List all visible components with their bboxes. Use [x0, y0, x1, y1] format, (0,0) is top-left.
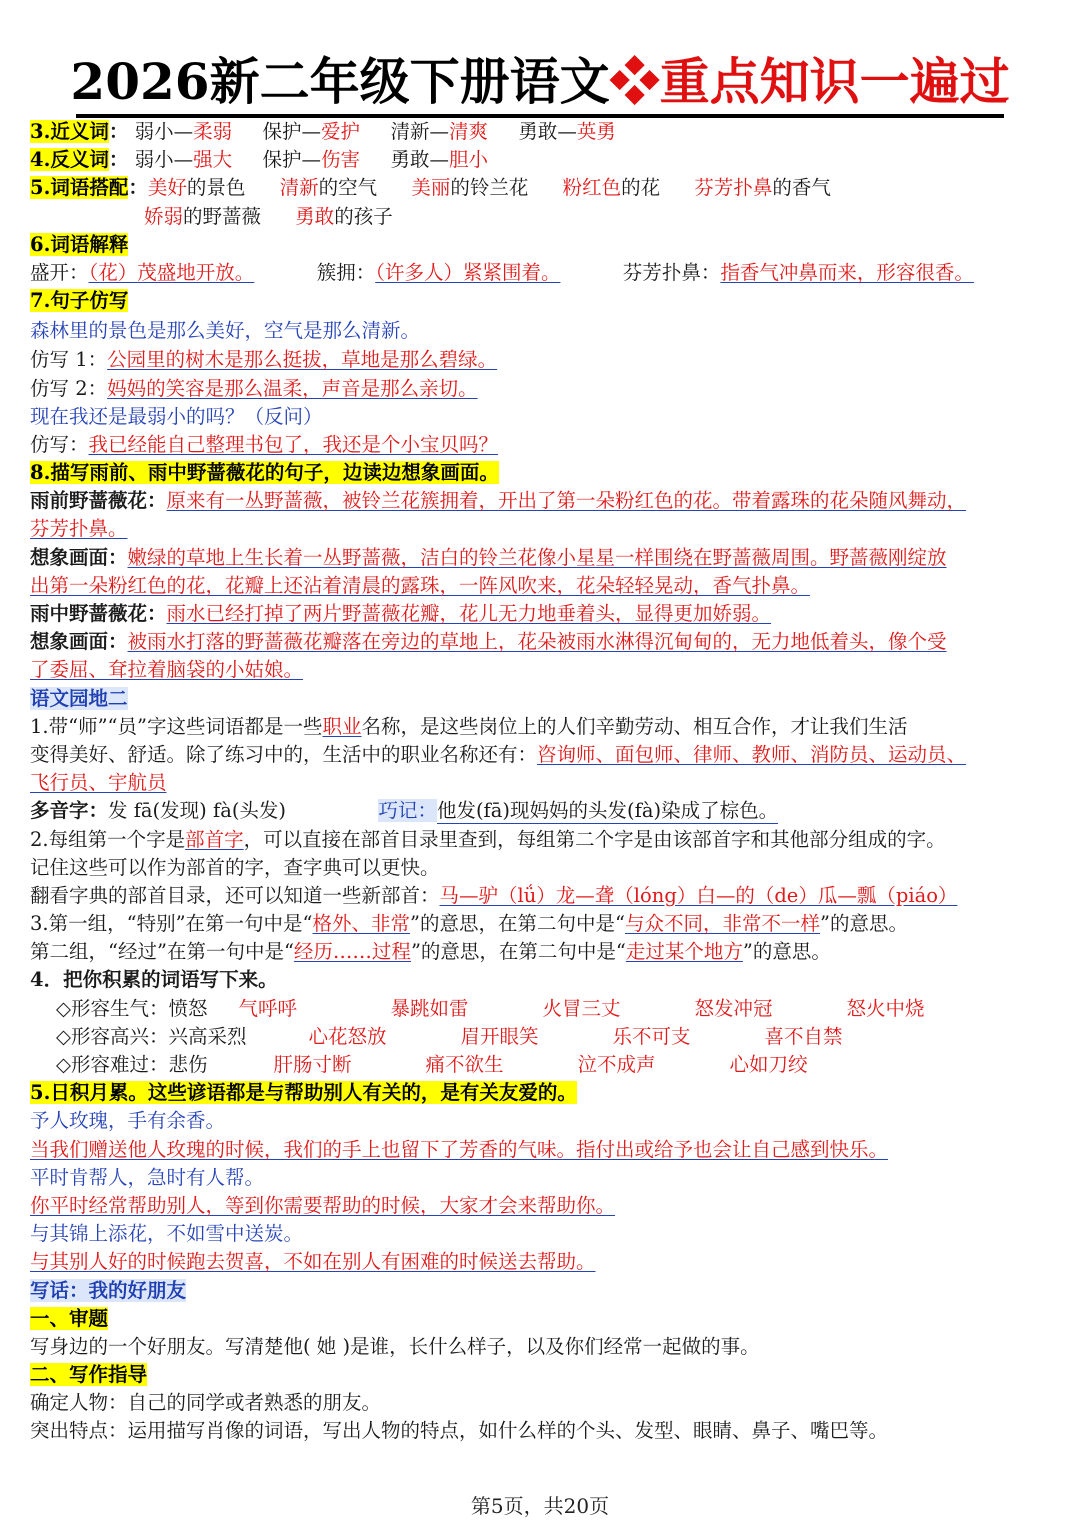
title-red: 重点知识一遍过 [659, 52, 1010, 111]
vocab-row-angry: ◇形容生气：愤怒 气呼呼 暴跳如雷 火冒三丈 怒发冲冠 怒火中烧 [30, 995, 1055, 1023]
writing-heading: 写话：我的好朋友 [30, 1278, 187, 1302]
synonym-label: 3.近义词 [30, 120, 109, 143]
garden-p4-heading: 4．把你积累的词语写下来。 [30, 968, 278, 992]
rose-line-1b: 芬芳扑鼻。 [30, 517, 128, 541]
rose-heading: 8.描写雨前、雨中野蔷薇花的句子，边读边想象画面。 [30, 461, 499, 485]
antonym-line: 4.反义词： 弱小—强大 保护—伤害 勇敢—胆小 [30, 148, 488, 172]
garden-p1c: 飞行员、宇航员 [30, 771, 167, 795]
diamond-icon: ❖ [609, 52, 660, 111]
synonym-line: 3.近义词： 弱小—柔弱 保护—爱护 清新—清爽 勇敢—英勇 [30, 120, 616, 143]
rose-line-4b: 了委屈、耷拉着脑袋的小姑娘。 [30, 658, 304, 682]
writing-step-2-text-b: 突出特点：运用描写肖像的词语，写出人物的特点，如什么样的个头、发型、眼睛、鼻子、嘴巴等。 [30, 1419, 889, 1443]
polyphone-line: 多音字：发 fā(发现) fà(头发) 巧记：他发(fā)现妈妈的头发(fà)染成了棕色。 [30, 799, 779, 823]
rose-line-3: 雨中野蔷薇花：雨水已经打掉了两片野蔷薇花瓣，花儿无力地垂着头，显得更加娇弱。 [30, 602, 772, 625]
match-line-2: 娇弱的野蔷薇 勇敢的孩子 [144, 204, 393, 228]
explain-heading: 6.词语解释 [30, 232, 129, 256]
page-content [30, 118, 1055, 1446]
garden-p3b: 第二组，“经过”在第一句中是“经历……过程”的意思，在第二句中是“走过某个地方”的意思。 [30, 940, 831, 964]
proverb-1-meaning: 当我们赠送他人玫瑰的时候，我们的手上也留下了芳香的气味。指付出或给予也会让自己感到快乐。 [30, 1137, 889, 1161]
proverb-3-meaning: 与其别人好的时候跑去贺喜，不如在别人有困难的时候送去帮助。 [30, 1250, 596, 1274]
garden-p2b: 记住这些可以作为部首的字，查字典可以更快。 [30, 855, 440, 879]
writing-step-2-heading: 二、写作指导 [30, 1363, 148, 1387]
proverb-2-meaning: 你平时经常帮助别人，等到你需要帮助的时候，大家才会来帮助你。 [30, 1193, 616, 1217]
imitate-answer-3: 仿写：我已经能自己整理书包了，我还是个小宝贝吗？ [30, 432, 499, 456]
proverb-3: 与其锦上添花，不如雪中送炭。 [30, 1222, 304, 1246]
garden-p2c: 翻看字典的部首目录，还可以知道一些新部首：马—驴（lǘ）龙—聋（lóng）白—的（de）瓜—瓢（piáo） [30, 883, 958, 907]
proverb-heading: 5.日积月累。这些谚语都是与帮助别人有关的，是有关友爱的。 [30, 1081, 577, 1105]
proverb-2: 平时肯帮人，急时有人帮。 [30, 1165, 265, 1189]
match-label: 5.词语搭配 [30, 176, 129, 200]
page-number: 第5页，共20页 [470, 1494, 610, 1518]
imitate-answer-2: 仿写 2：妈妈的笑容是那么温柔，声音是那么亲切。 [30, 376, 478, 400]
rose-line-4a: 想象画面：被雨水打落的野蔷薇花瓣落在旁边的草地上，花朵被雨水淋得沉甸甸的，无力地低着头，像个受 [30, 630, 947, 654]
garden-p1a: 1.带“师”“员”字这些词语都是一些职业名称，是这些岗位上的人们辛勤劳动、相互合作，才让我们生活 [30, 714, 908, 738]
imitate-answer-1: 仿写 1：公园里的树木是那么挺拔，草地是那么碧绿。 [30, 348, 498, 372]
proverb-1: 予人玫瑰，手有余香。 [30, 1109, 226, 1133]
rose-line-2b: 出第一朵粉红色的花，花瓣上还沾着清晨的露珠，一阵风吹来，花朵轻轻晃动，香气扑鼻。 [30, 573, 811, 597]
rose-line-2a: 想象画面：嫩绿的草地上生长着一丛野蔷薇，洁白的铃兰花像小星星一样围绕在野蔷薇周围。野蔷薇刚绽放 [30, 545, 947, 569]
vocab-row-happy: ◇形容高兴：兴高采烈 心花怒放 眉开眼笑 乐不可支 喜不自禁 [30, 1023, 1055, 1051]
page-title [0, 54, 1080, 109]
garden-heading: 语文园地二 [30, 686, 128, 710]
writing-step-2-text-a: 确定人物：自己的同学或者熟悉的朋友。 [30, 1391, 382, 1415]
rose-line-1a: 雨前野蔷薇花：原来有一丛野蔷薇，被铃兰花簇拥着，开出了第一朵粉红色的花。带着露珠的花朵随风舞动， [30, 489, 967, 513]
imitate-sentence-1: 森林里的景色是那么美好，空气是那么清新。 [30, 319, 421, 343]
garden-p3a: 3.第一组，“特别”在第一句中是“格外、非常”的意思，在第二句中是“与众不同，非常不一样”的意思。 [30, 912, 908, 936]
writing-step-1-text: 写身边的一个好朋友。写清楚他( 她 )是谁，长什么样子，以及你们经常一起做的事。 [30, 1334, 760, 1358]
title-black: 2026新二年级下册语文 [70, 52, 610, 111]
antonym-label: 4.反义词 [30, 148, 109, 172]
imitate-sentence-2: 现在我还是最弱小的吗？（反问） [30, 404, 323, 428]
writing-step-1-heading: 一、审题 [30, 1306, 109, 1330]
explain-line: 盛开：（花）茂盛地开放。 簇拥：（许多人）紧紧围着。 芬芳扑鼻：指香气冲鼻而来，形容很香。 [30, 260, 974, 284]
garden-p1b: 变得美好、舒适。除了练习中的，生活中的职业名称还有：咨询师、面包师、律师、教师、消防员、运动员、 [30, 742, 967, 766]
imitate-heading: 7.句子仿写 [30, 289, 129, 313]
garden-p2a: 2.每组第一个字是部首字，可以直接在部首目录里查到，每组第二个字是由该部首字和其他部分组成的字。 [30, 827, 946, 851]
match-line-1: 5.词语搭配：美好的景色 清新的空气 美丽的铃兰花 粉红色的花 芬芳扑鼻的香气 [30, 176, 831, 200]
vocab-row-sad: ◇形容难过：悲伤 肝肠寸断 痛不欲生 泣不成声 心如刀绞 [30, 1051, 1055, 1079]
